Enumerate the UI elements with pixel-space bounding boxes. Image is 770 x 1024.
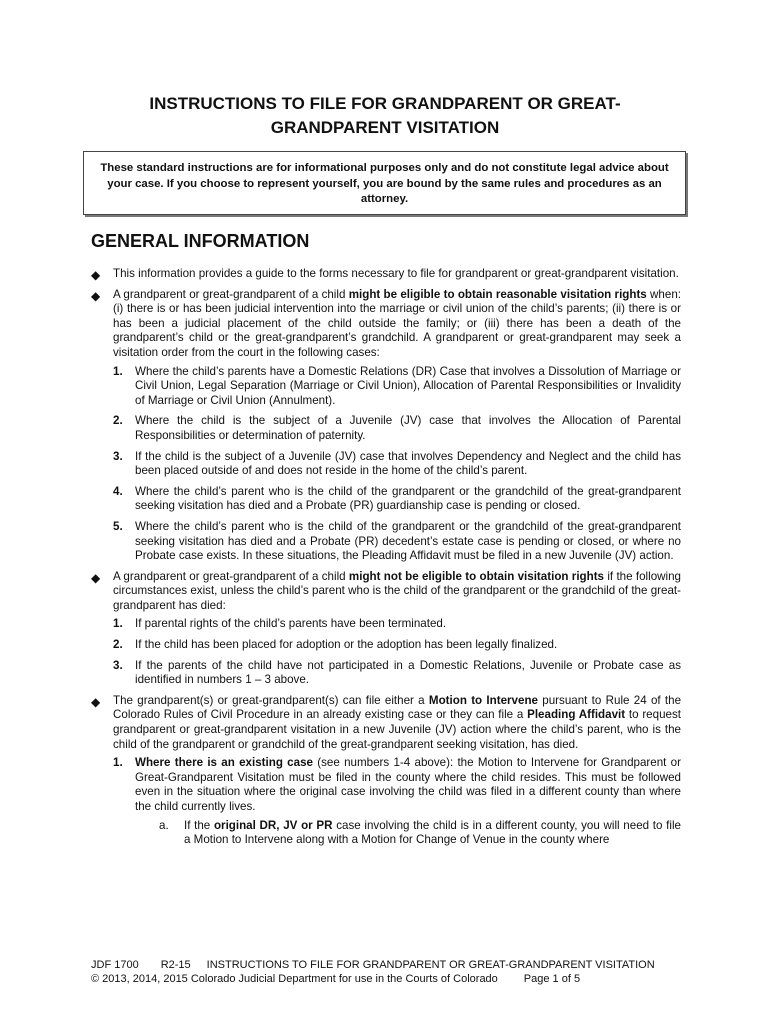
sub-item-emphasis: original DR, JV or PR <box>213 818 333 832</box>
sub-item-text: If the <box>184 818 214 832</box>
sub-item-text: case involving the child is in a different county, you will need to file a Motion to Intervene along with a Motion for Change of Venue in the county where <box>184 818 681 847</box>
bullet-text: The grandparent(s) or great-grandparent(s) can file either a <box>113 693 429 707</box>
revision: R2-15 <box>160 959 191 971</box>
item-text: Where the child is the subject of a Juvenile (JV) case that involves the Allocation of Parental Responsibilities or determination of paternity. <box>135 414 681 442</box>
item-text: If the child has been placed for adoption or the adoption has been legally finalized. <box>135 638 558 652</box>
list-item <box>113 617 681 632</box>
item-number: 2. <box>113 638 123 652</box>
bullet-text: to request grandparent or great-grandparent visitation in a new Juvenile (JV) action where the child’s parent, who is the child of the grandparent or grandchild of the great-grandparent seeking visitation, has died. <box>113 708 681 751</box>
bullet-text: A grandparent or great-grandparent of a child <box>113 569 349 583</box>
bullet-emphasis: Pleading Affidavit <box>527 708 626 722</box>
item-text: Where the child’s parent who is the child of the grandparent or the grandchild of the great-grandparent seeking visitation has died and a Probate (PR) guardianship case is pending or closed. <box>135 484 681 513</box>
bullet-emphasis: might be eligible to obtain reasonable visitation rights <box>348 287 647 301</box>
section-heading: GENERAL INFORMATION <box>91 231 310 251</box>
page-number: Page 1 of 5 <box>523 973 581 985</box>
bullet-emphasis: might not be eligible to obtain visitation rights <box>348 569 605 583</box>
bullet-paragraph <box>91 288 681 564</box>
document-body <box>91 267 681 854</box>
diamond-bullet-icon: ◆ <box>91 288 101 303</box>
title-line-1: INSTRUCTIONS TO FILE FOR GRANDPARENT OR GREAT- <box>149 94 621 113</box>
item-number: 4. <box>113 484 123 498</box>
footer-title: INSTRUCTIONS TO FILE FOR GRANDPARENT OR GREAT-GRANDPARENT VISITATION <box>206 959 655 971</box>
diamond-bullet-icon: ◆ <box>91 570 101 585</box>
item-number: 5. <box>113 519 123 533</box>
bullet-text: This information provides a guide to the forms necessary to file for grandparent or great-grandparent visitation. <box>113 267 679 280</box>
list-item <box>113 520 681 564</box>
bullet-emphasis: Motion to Intervene <box>428 693 538 707</box>
item-number: 3. <box>113 658 123 672</box>
disclaimer-text: These standard instructions are for informational purposes only and do not constitute legal advice about your case. If you choose to represent yourself, you are bound by the same rules and procedures as an attorney. <box>100 162 669 205</box>
list-item <box>113 414 681 443</box>
page-footer <box>91 958 691 986</box>
list-item <box>113 659 681 688</box>
form-number: JDF 1700 <box>91 959 139 971</box>
bullet-paragraph <box>91 694 681 848</box>
item-text: Where the child’s parent who is the child of the grandparent or the grandchild of the great-grandparent seeking visitation has died and a Probate (PR) decedent’s estate case is pending or closed, or where no Probate case exists. In these situations, the Pleading Affidavit must be filed in a new Juvenile (JV) action. <box>135 519 681 563</box>
list-item <box>113 450 681 479</box>
item-emphasis: Where there is an existing case <box>135 756 313 770</box>
sub-list-item <box>113 819 681 848</box>
item-text: If the parents of the child have not participated in a Domestic Relations, Juvenile or Probate case as identified in numbers 1 – 3 above. <box>135 658 681 687</box>
title-line-2: GRANDPARENT VISITATION <box>270 118 500 137</box>
copyright: © 2013, 2014, 2015 Colorado Judicial Department for use in the Courts of Colorado <box>91 973 498 985</box>
list-item <box>113 756 681 848</box>
bullet-text: A grandparent or great-grandparent of a child <box>113 287 349 301</box>
item-text: (see numbers 1-4 above): the Motion to Intervene for Grandparent or Great-Grandparent Visitation must be filed in the county where the child resides. This must be followed even in the situation where the original case involving the child was filed in a different county than where the child currently lives. <box>135 756 681 813</box>
bullet-text: pursuant to Rule 24 of the Colorado Rules of Civil Procedure in an already existing case or they can file a <box>113 693 682 722</box>
sub-item-letter: a. <box>159 818 169 832</box>
bullet-paragraph <box>91 570 681 688</box>
footer-line-1 <box>91 958 691 972</box>
list-item <box>113 365 681 409</box>
bullet-text: if the following circumstances exist, unless the child’s parent who is the child of the grandparent or the grandchild of the great-grandparent has died: <box>113 569 681 612</box>
list-item <box>113 485 681 514</box>
item-number: 1. <box>113 617 123 631</box>
disclaimer-box <box>83 151 686 215</box>
footer-line-2 <box>91 972 691 986</box>
item-text: If the child is the subject of a Juvenile (JV) case that involves Dependency and Neglect and the child has been placed outside of and does not reside in the home of the child’s parent. <box>135 449 681 478</box>
document-title <box>80 92 690 140</box>
item-text: If parental rights of the child’s parents have been terminated. <box>135 617 447 631</box>
diamond-bullet-icon: ◆ <box>91 694 101 709</box>
item-number: 1. <box>113 756 123 770</box>
bullet-text: when: (i) there is or has been judicial intervention into the marriage or civil union of the child’s parents; (ii) there is or has been a judicial placement of the child outside the family; or (iii) there has been a death of the grandparent’s child or the great-grandparent’s grandchild. A grandparent or great-grandparent may seek a visitation order from the court in the following cases: <box>113 287 681 359</box>
diamond-bullet-icon: ◆ <box>91 268 101 282</box>
list-item <box>113 638 681 653</box>
bullet-paragraph <box>91 267 681 282</box>
item-number: 1. <box>113 364 123 378</box>
item-number: 2. <box>113 414 123 428</box>
item-number: 3. <box>113 449 123 463</box>
item-text: Where the child’s parents have a Domestic Relations (DR) Case that involves a Dissolution of Marriage or Civil Union, Legal Separation (Marriage or Civil Union), Allocation of Parental Responsibilities or Invalidity of Marriage or Civil Union (Annulment). <box>135 364 681 407</box>
